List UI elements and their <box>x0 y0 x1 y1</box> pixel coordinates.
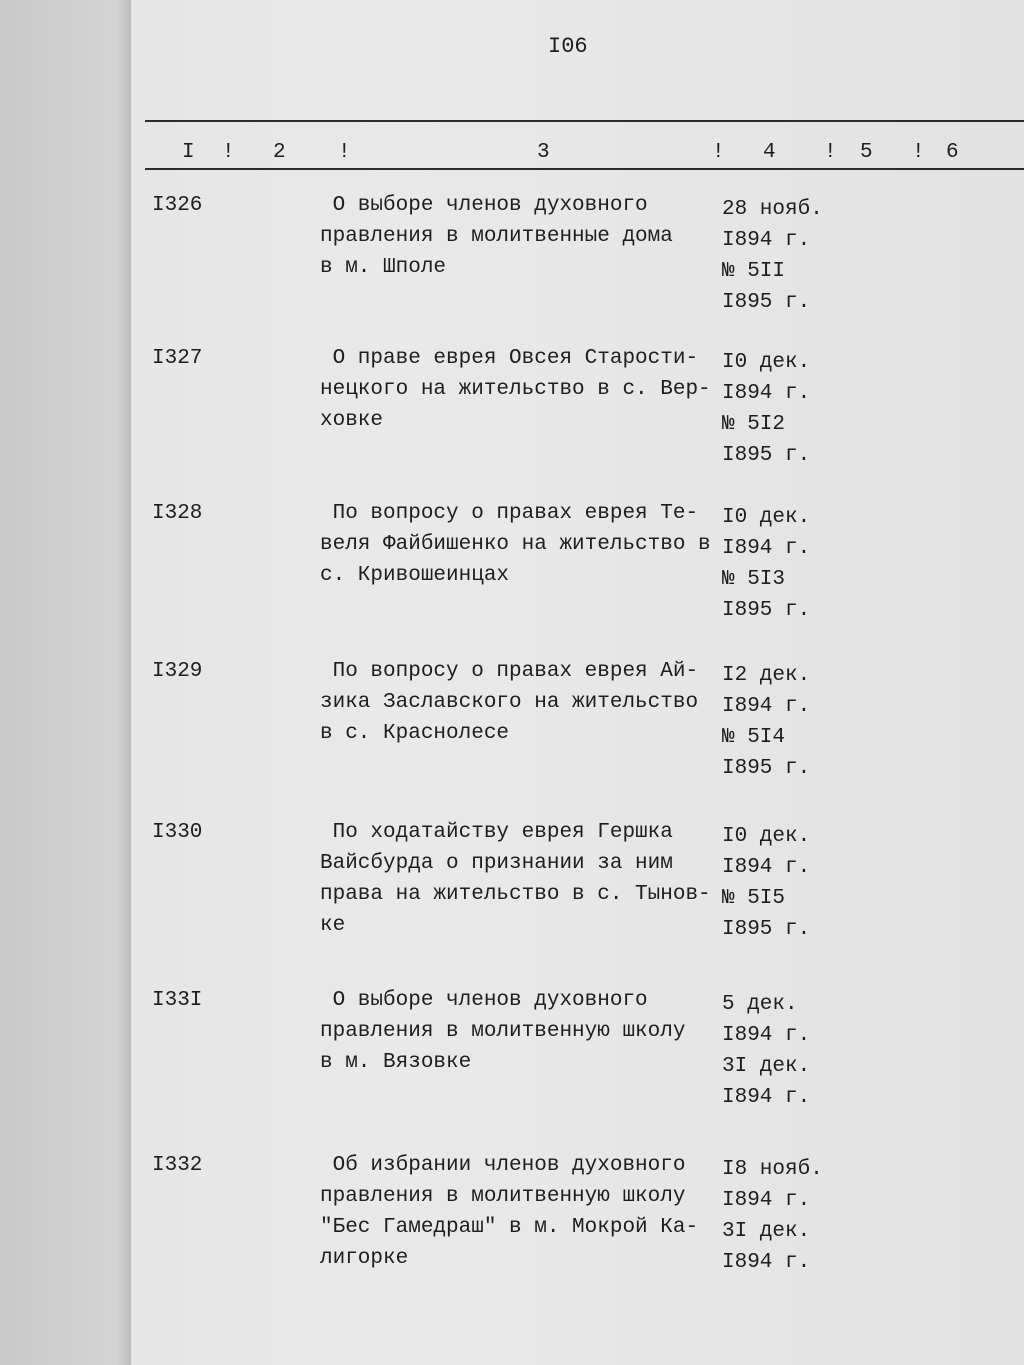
header-col-5: 5 <box>860 141 873 164</box>
date-line: 3I дек. <box>722 1220 811 1243</box>
description-line: О праве еврея Овсея Старости- <box>320 347 699 370</box>
description-line: ке <box>320 914 346 937</box>
description-line: зика Заславского на жительство <box>320 691 699 714</box>
description-line: правления в молитвенную школу <box>320 1020 686 1043</box>
description-line: права на жительство в с. Тынов- <box>320 883 711 906</box>
header-sep: ! <box>712 141 725 164</box>
description-line: О выборе членов духовного <box>320 989 648 1012</box>
entry-description <box>320 656 720 749</box>
description-line: ховке <box>320 409 384 432</box>
entry-number: I327 <box>152 347 203 370</box>
date-line: I894 г. <box>722 856 811 879</box>
header-sep: ! <box>824 141 837 164</box>
date-line: I895 г. <box>722 444 811 467</box>
entry-dates <box>722 660 810 784</box>
header-col-2: 2 <box>273 141 286 164</box>
date-line: № 5I5 <box>722 887 786 910</box>
description-line: По вопросу о правах еврея Ай- <box>320 660 699 683</box>
description-line: правления в молитвенные дома <box>320 225 673 248</box>
entry-number: I326 <box>152 194 203 217</box>
date-line: I895 г. <box>722 918 811 941</box>
header-sep: ! <box>222 141 235 164</box>
date-line: I894 г. <box>722 1024 811 1047</box>
date-line: I0 дек. <box>722 351 811 374</box>
entry-description <box>320 343 720 436</box>
date-line: № 5I3 <box>722 568 786 591</box>
date-line: I895 г. <box>722 291 811 314</box>
entry-dates <box>722 347 810 471</box>
date-line: 5 дек. <box>722 993 798 1016</box>
date-line: I8 нояб. <box>722 1158 823 1181</box>
date-line: № 5II <box>722 260 786 283</box>
date-line: I894 г. <box>722 382 811 405</box>
date-line: I894 г. <box>722 1189 811 1212</box>
description-line: в с. Краснолесе <box>320 722 510 745</box>
entry-number: I33I <box>152 989 203 1012</box>
entry-dates <box>722 821 810 945</box>
table-header-rule <box>145 168 1024 170</box>
header-col-3: 3 <box>537 141 550 164</box>
entry-description <box>320 1150 720 1274</box>
description-line: с. Кривошеинцах <box>320 564 510 587</box>
date-line: I894 г. <box>722 1086 811 1109</box>
header-sep: ! <box>338 141 351 164</box>
entry-number: I330 <box>152 821 203 844</box>
header-sep: ! <box>912 141 925 164</box>
date-line: I894 г. <box>722 695 811 718</box>
date-line: I895 г. <box>722 757 811 780</box>
adjacent-page-edge <box>0 0 131 1365</box>
entry-dates <box>722 502 810 626</box>
description-line: Об избрании членов духовного <box>320 1154 686 1177</box>
description-line: По вопросу о правах еврея Те- <box>320 502 699 525</box>
entry-dates <box>722 989 810 1113</box>
date-line: I894 г. <box>722 537 811 560</box>
date-line: I0 дек. <box>722 825 811 848</box>
date-line: 28 нояб. <box>722 198 823 221</box>
header-col-4: 4 <box>763 141 776 164</box>
description-line: в м. Шполе <box>320 256 447 279</box>
date-line: I894 г. <box>722 229 811 252</box>
date-line: № 5I2 <box>722 413 786 436</box>
date-line: № 5I4 <box>722 726 786 749</box>
entry-description <box>320 985 720 1078</box>
description-line: О выборе членов духовного <box>320 194 648 217</box>
date-line: I0 дек. <box>722 506 811 529</box>
entry-description <box>320 190 720 283</box>
date-line: I895 г. <box>722 599 811 622</box>
date-line: I2 дек. <box>722 664 811 687</box>
description-line: Вайсбурда о признании за ним <box>320 852 673 875</box>
description-line: в м. Вязовке <box>320 1051 472 1074</box>
description-line: По ходатайству еврея Гершка <box>320 821 673 844</box>
description-line: правления в молитвенную школу <box>320 1185 686 1208</box>
header-col-1: I <box>182 141 195 164</box>
date-line: I894 г. <box>722 1251 811 1274</box>
description-line: лигорке <box>320 1247 409 1270</box>
date-line: 3I дек. <box>722 1055 811 1078</box>
table-top-rule <box>145 120 1024 122</box>
entry-description <box>320 817 720 941</box>
entry-dates <box>722 194 823 318</box>
description-line: веля Файбишенко на жительство в <box>320 533 711 556</box>
entry-description <box>320 498 720 591</box>
entry-dates <box>722 1154 823 1278</box>
page-number: I06 <box>548 34 588 59</box>
header-col-6: 6 <box>946 141 959 164</box>
entry-number: I328 <box>152 502 203 525</box>
description-line: нецкого на жительство в с. Вер- <box>320 378 711 401</box>
entry-number: I332 <box>152 1154 203 1177</box>
description-line: "Бес Гамедраш" в м. Мокрой Ка- <box>320 1216 699 1239</box>
entry-number: I329 <box>152 660 203 683</box>
